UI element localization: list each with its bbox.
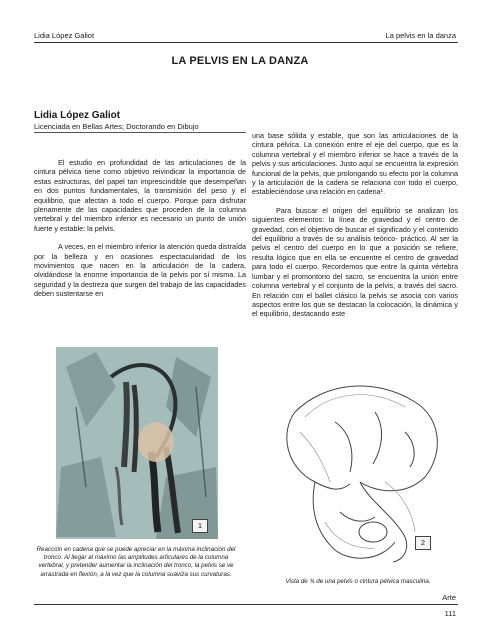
author-rule <box>34 132 246 133</box>
left-paragraph-2: A veces, en el miembro inferior la atención queda distraída por la belleza y en ocasiones espectacularidad de los movimientos que nacen en la articulación de la cadera, olvidándose la enorme importancia de la pelvis por sí misma. La seguridad y la destreza que surgen del trabajo de las capacidades deben sustentarse en <box>34 242 246 299</box>
figure-1-number: 1 <box>192 519 208 533</box>
footer-rule <box>34 604 458 605</box>
figure-1-drawing <box>56 347 218 539</box>
figure-2-caption: Vista de ¾ de una pelvis o cintura pélvica masculina. <box>285 578 431 585</box>
figure-2-number: 2 <box>415 536 431 550</box>
header-rule <box>34 42 458 43</box>
author-affiliation: Licenciada en Bellas Artes; Doctorando en Dibujo <box>34 122 199 131</box>
right-paragraph-2: Para buscar el origen del equilibrio se analizan los siguientes elementos: la línea de gravedad y el centro de gravedad, con el objetivo de buscar el significado y el contenido del equilibrio a través de su análisis teórico- práctico. Al ser la pelvis el centro del cuerpo en lo que a posición se refiere, resulta lógico que en ella se encuentre el centro de gravedad para todo el cuerpo. Recordemos que entre la quinta vértebra lumbar y el promontorio del sacro, se encuentra la unión entre columna vertebral y el conjunto de la pelvis, a través del sacro. En relación con el ballet clásico la pelvis se asocia con varios aspectos entre los que se destacan la colocación, la dinámica y el equilibrio, destacando este <box>252 205 458 319</box>
running-header-author: Lidia López Galiot <box>34 31 95 40</box>
left-column <box>34 158 246 308</box>
author-name: Lidia López Galiot <box>34 110 121 121</box>
left-paragraph-1: El estudio en profundidad de las articulaciones de la cintura pélvica tiene como objetivo reivindicar la importancia de estas estructuras, del papel tan imprescindible que desempeñan en dos puntos fundamentales, la transmisión del peso y el equilibrio, que afectan a todo el cuerpo. Porque para disfrutar plenamente de las capacidades que proceden de la columna vertebral y del miembro inferior es necesario un punto de unión fuerte y estable: la pelvis. <box>34 158 246 233</box>
article-title: LA PELVIS EN LA DANZA <box>171 55 309 67</box>
right-column <box>252 131 458 328</box>
right-paragraph-1: una base sólida y estable, que son las articulaciones de la cintura pélvica. La conexión entre el eje del cuerpo, que es la columna vertebral y el miembro inferior se hace a través de la pelvis y sus articulaciones. Justo aquí se encuentra la expresión funcional de la pelvis, que prolongando su efecto por la columna y la articulación de la cadera se relaciona con todo el cuerpo, estableciéndose una relación en cadena¹. <box>252 131 458 197</box>
dancer-bending-drawing <box>56 347 218 539</box>
figure-1-caption: Reacción en cadena que se puede apreciar en la máxima inclinación del tronco. Al llegar al máximo las amplitudes articulares de la columna vertebral, y pretender aumentar la inclinación del tronco, la pelvis se ve arrastrada en flexión, a la vez que la columna suaviza sus curvaturas. <box>36 546 236 578</box>
page-number: 111 <box>444 609 456 618</box>
section-label: Arte <box>442 593 456 602</box>
running-header-title: La pelvis en la danza <box>385 31 456 40</box>
figure-2-drawing <box>255 372 451 570</box>
